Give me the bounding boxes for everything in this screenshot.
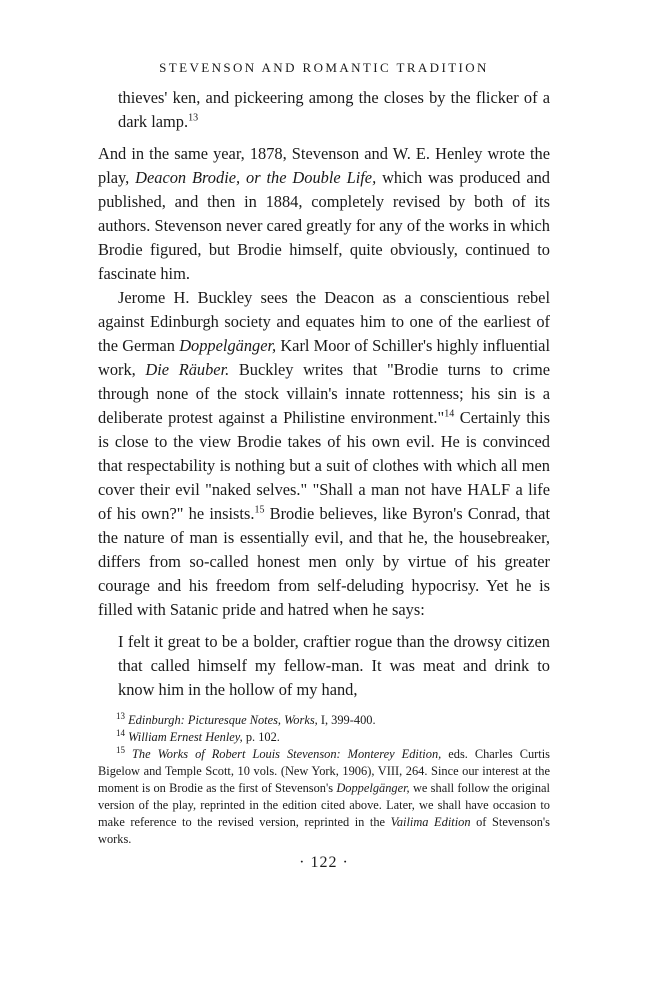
footnote-15-text-2: we shall follow the original version of the play, reprinted in the edition cited above. Later, we shall have occasion to make reference to the revised version, reprinted in the [98,781,550,829]
p2-text-4: Certainly this is close to the view Brodie takes of his own evil. He is convinced that respectability is nothing but a suit of clothes with which all men cover their evil "naked selves." "Shall a man not have HALF a life of his own?" he insists. [98,408,550,523]
p1-text-1: And in the same year, 1878, Stevenson and W. E. Henley wrote the play, [98,144,550,187]
footnote-15-italic-1: The Works of Robert Louis Stevenson: Monterey Edition, [132,747,442,761]
book-page [98,58,550,874]
footnote-15-italic-3: Vailima Edition [390,815,471,829]
p2-text-3: Buckley writes that "Brodie turns to crime through none of the stock villain's innate rottenness; his sin is a deliberate protest against a Philistine environment." [98,360,550,427]
p2-text-5: Brodie believes, like Byron's Conrad, that the nature of man is essentially evil, and that he, the housebreaker, differs from so-called honest men only by virtue of his greater courage and his freedom from self-deluding hypocrisy. Yet he is filled with Satanic pride and hatred when he says: [98,504,550,619]
running-head: STEVENSON AND ROMANTIC TRADITION [159,60,489,75]
footnote-15-text-1: eds. Charles Curtis Bigelow and Temple Scott, 10 vols. (New York, 1906), VIII, 264. Since our interest at the moment is on Brodie as the first of Stevenson's [98,747,550,795]
footnote-15 [98,746,550,848]
footnote-15-italic-2: Doppelgänger, [336,781,410,795]
quote-top-text: thieves' ken, and pickeering among the closes by the flicker of a dark lamp. [118,88,550,131]
footnote-13-italic: Edinburgh: Picturesque Notes, Works, [128,713,318,727]
footnote-15-text-3: of Stevenson's works. [98,815,550,846]
block-quote-top [98,86,550,134]
footnotes [98,712,550,848]
footnote-ref-15: 15 [254,504,265,516]
p1-text-2: which was produced and published, and then in 1884, completely revised by both of its authors. Stevenson never cared greatly for any of the works in which Brodie figured, but Brodie himself, quite obviously, continued to fascinate him. [98,168,550,283]
p2-italic-doppelganger: Doppelgänger, [179,336,277,355]
footnote-number-14: 14 [116,727,125,738]
p2-text-2: Karl Moor of Schiller's highly influential work, [98,336,550,379]
p2-text-1: Jerome H. Buckley sees the Deacon as a conscientious rebel against Edinburgh society and equates him to one of the earliest of the German [98,288,550,355]
footnote-14-italic: William Ernest Henley, [128,730,243,744]
footnote-number-13: 13 [116,710,125,721]
block-quote-bottom: I felt it great to be a bolder, craftier rogue than the drowsy citizen that called himself my fellow-man. It was meat and drink to know him in the hollow of my hand, [118,632,550,699]
footnote-ref-14: 14 [444,408,455,420]
footnote-number-15: 15 [116,744,125,755]
page-number: · 122 · [299,854,349,871]
footnote-14-text: p. 102. [242,730,280,744]
paragraph-1 [98,142,550,286]
footnote-ref-13: 13 [188,112,199,124]
footnote-14 [98,729,550,746]
footnote-13 [98,712,550,729]
footnote-13-text: I, 399-400. [317,713,376,727]
paragraph-2 [98,286,550,622]
p2-italic-rauber: Die Räuber. [145,360,230,379]
p1-italic-title: Deacon Brodie, or the Double Life, [135,168,377,187]
